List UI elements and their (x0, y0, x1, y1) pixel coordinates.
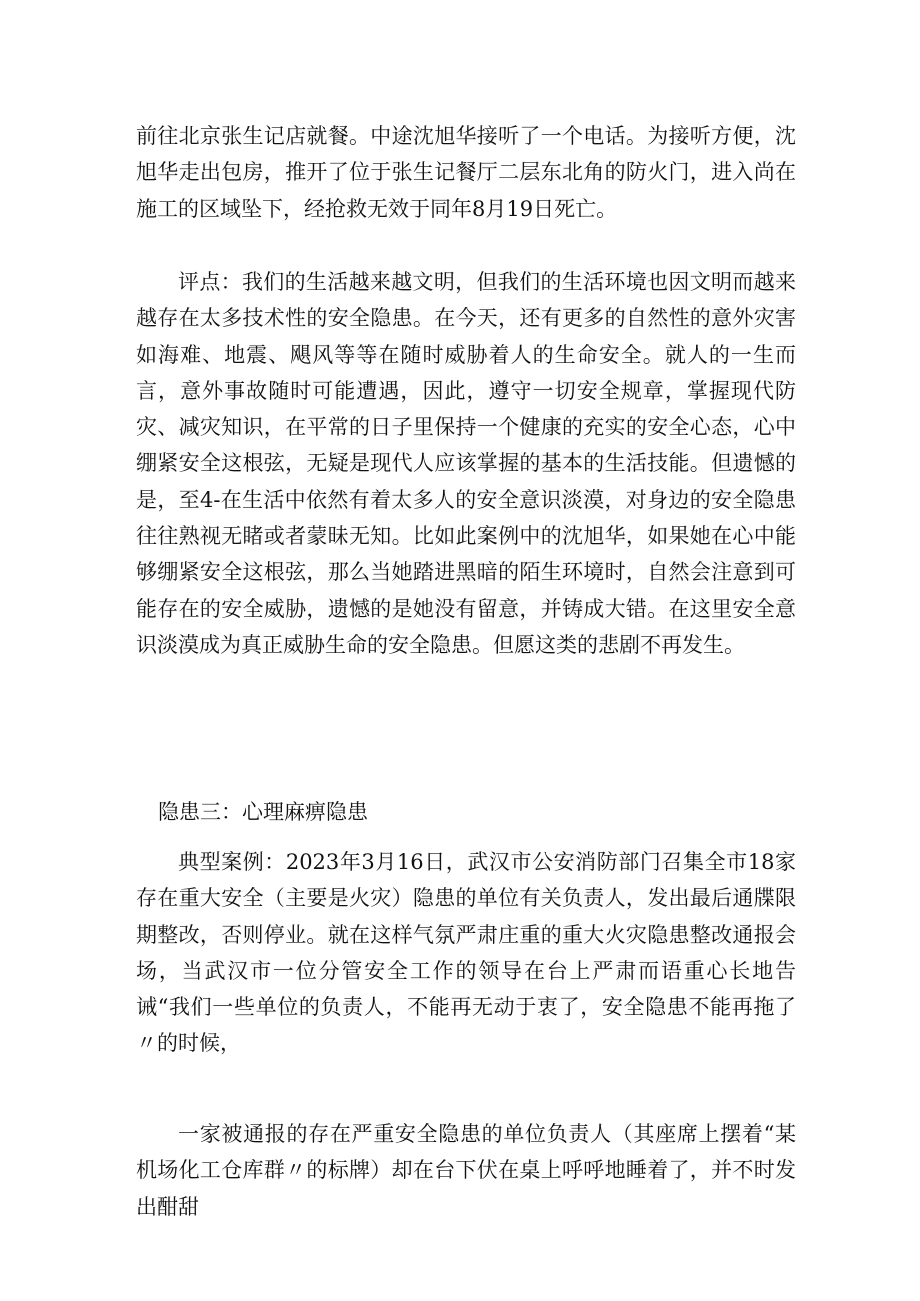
paragraph-case-continuation: 前往北京张生记店就餐。中途沈旭华接听了一个电话。为接听方便，沈旭华走出包房，推开了位于张生记餐厅二层东北角的防火门，进入尚在施工的区域坠下，经抢救无效于同年8月19日死亡。 (136, 124, 796, 221)
paragraph-commentary: 评点：我们的生活越来越文明，但我们的生活环境也因文明而越来越存在太多技术性的安全隐患。在今天，还有更多的自然性的意外灾害如海难、地震、飓风等等在随时威胁着人的生命安全。就人的一生而言，意外事故随时可能遭遇，因此，遵守一切安全规章，掌握现代防灾、减灾知识，在平常的日子里保持一个健康的充实的安全心态，心中绷紧安全这根弦，无疑是现代人应该掌握的基本的生活技能。但遗憾的是，至4-在生活中依然有着太多人的安全意识淡漠，对身边的安全隐患往往熟视无睹或者蒙昧无知。比如此案例中的沈旭华，如果她在心中能够绷紧安全这根弦，那么当她踏进黑暗的陌生环境时，自然会注意到可能存在的安全威胁，遗憾的是她没有留意，并铸成大错。在这里安全意识淡漠成为真正威胁生命的安全隐患。但愿这类的悲剧不再发生。 (136, 270, 796, 657)
paragraph-typical-case: 典型案例：2023年3月16日，武汉市公安消防部门召集全市18家存在重大安全（主要是火灾）隐患的单位有关负责人，发出最后通牒限期整改，否则停业。就在这样气氛严肃庄重的重大火灾隐患整改通报会场，当武汉市一位分管安全工作的领导在台上严肃而语重心长地告诫“我们一些单位的负责人，不能再无动于衷了，安全隐患不能再拖了〃的时候， (136, 850, 796, 1056)
paragraph-case-detail: 一家被通报的存在严重安全隐患的单位负责人（其座席上摆着“某机场化工仓库群〃的标牌）却在台下伏在桌上呼呼地睡着了，并不时发出酣甜 (136, 1122, 796, 1219)
section-heading-hazard-three: 隐患三：心理麻痹隐患 (158, 800, 368, 824)
